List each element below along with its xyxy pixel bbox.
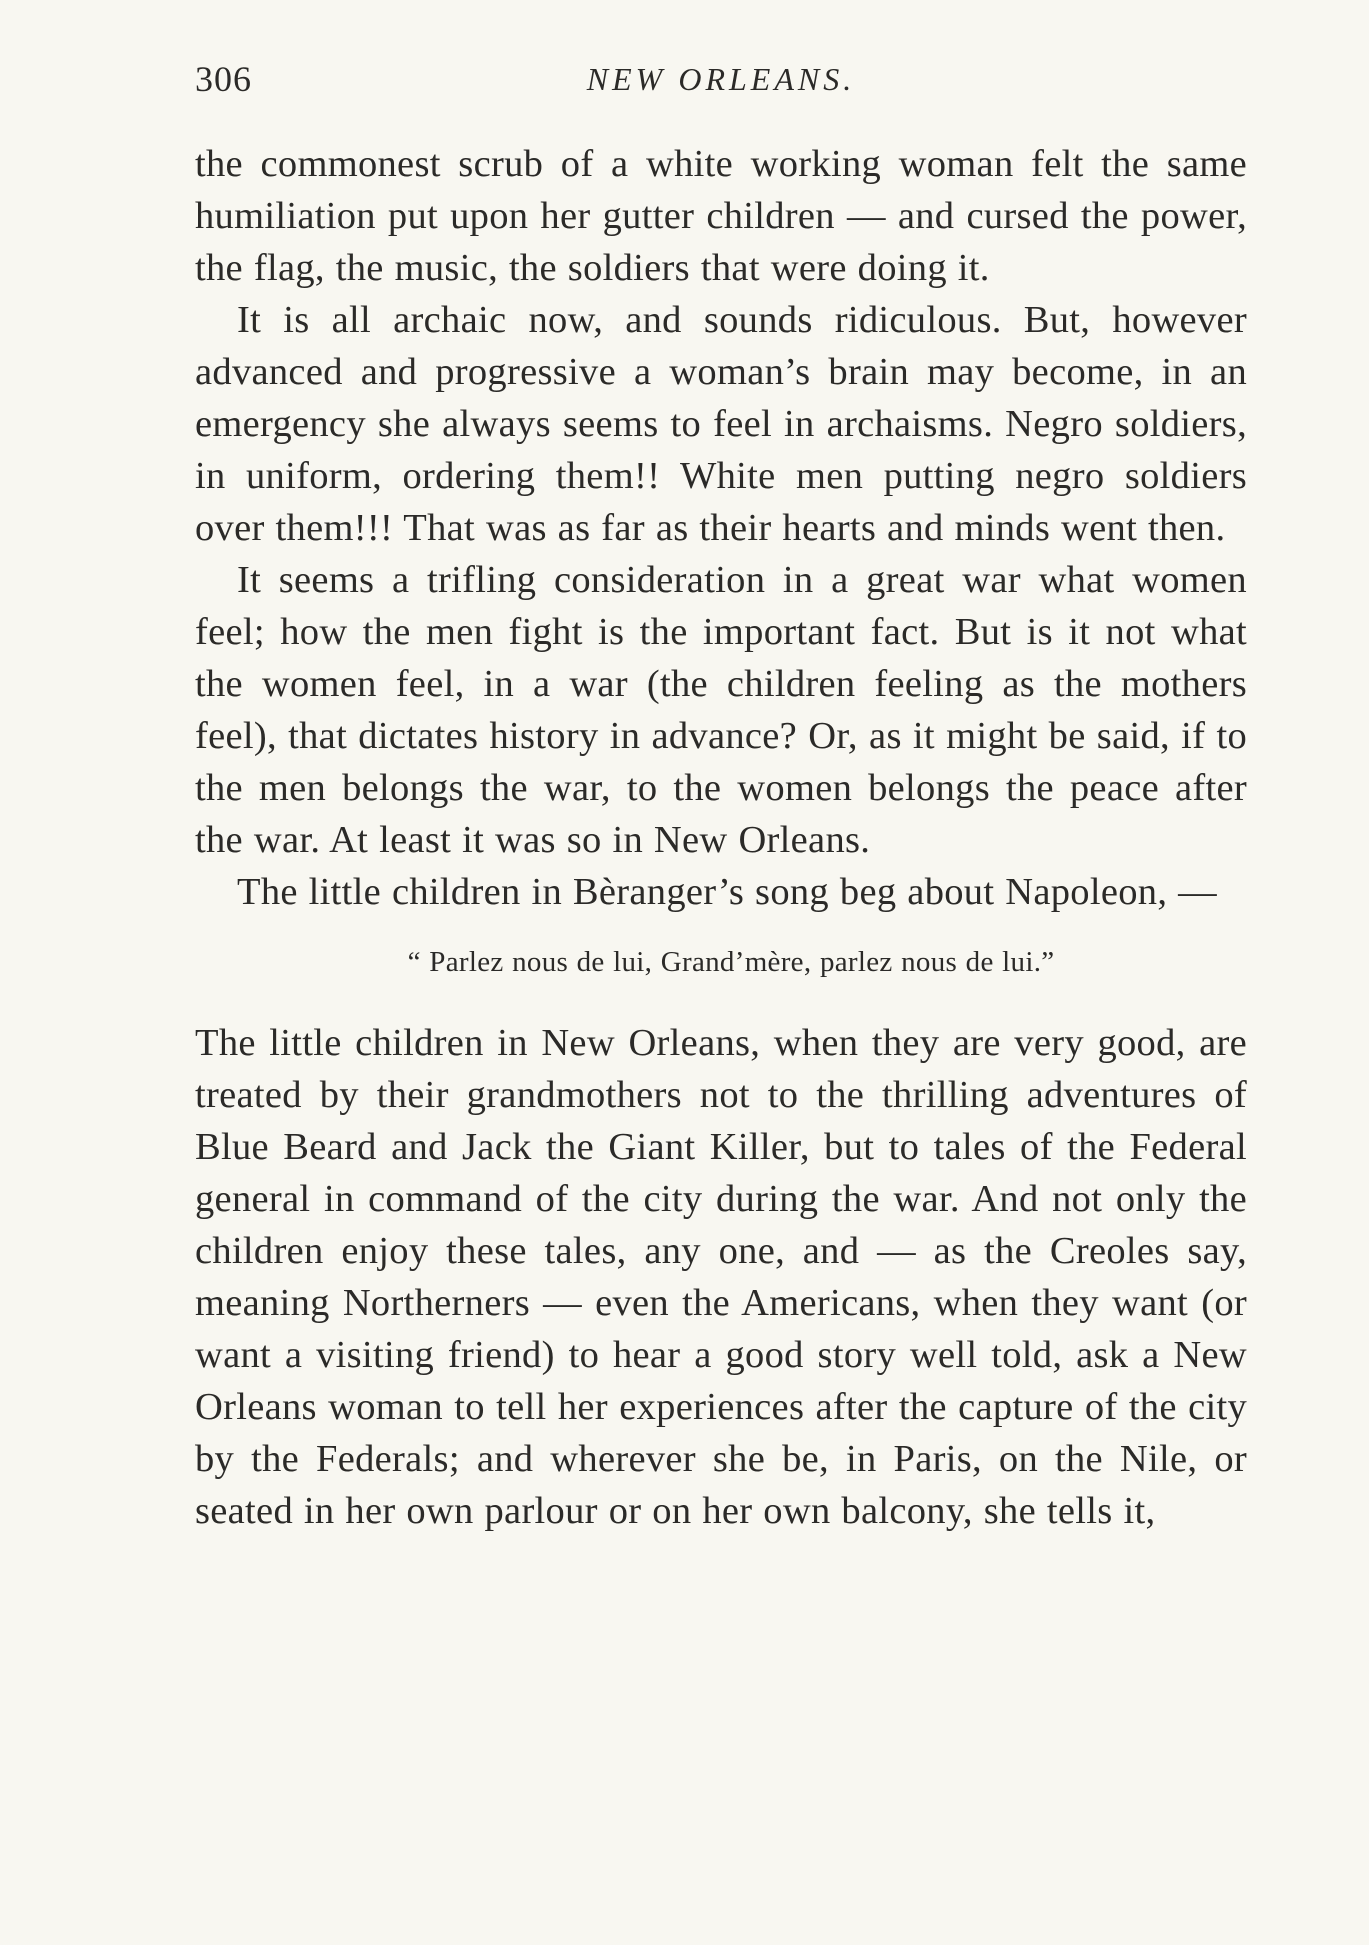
running-title: NEW ORLEANS. [586, 61, 856, 97]
book-page [195, 55, 1247, 1537]
paragraph-women-feel: It seems a trifling consideration in a great war what women feel; how the men fight is the important fact. But is it not what the women feel, in a war (the children feeling as the mothers feel), that dictates history in advance? Or, as it might be said, if to the men belongs the war, to the women belongs the peace after the war. At least it was so in New Orleans. [195, 559, 1247, 861]
block-quote: “ Parlez nous de lui, Grand’mère, parlez nous de lui.” [407, 946, 1055, 978]
paragraph-archaic: It is all archaic now, and sounds ridiculous. But, however advanced and progressive a woman’s brain may become, in an emergency she always seems to feel in archaisms. Negro soldiers, in uniform, ordering them!! White men putting negro soldiers over them!!! That was as far as their hearts and minds went then. [195, 299, 1247, 549]
body-text [195, 138, 1247, 1537]
page-number: 306 [195, 59, 252, 99]
paragraph-beranger: The little children in Bèranger’s song beg about Napoleon, — [237, 871, 1217, 913]
paragraph-continuation: the commonest scrub of a white working woman felt the same humiliation put upon her gutter children — and cursed the power, the flag, the music, the soldiers that were doing it. [195, 143, 1247, 289]
paragraph-grandmothers: The little children in New Orleans, when they are very good, are treated by their grandmothers not to the thrilling adventures of Blue Beard and Jack the Giant Killer, but to tales of the Federal general in command of the city during the war. And not only the children enjoy these tales, any one, and — as the Creoles say, meaning Northerners — even the Americans, when they want (or want a visiting friend) to hear a good story well told, ask a New Orleans woman to tell her experiences after the capture of the city by the Federals; and wherever she be, in Paris, on the Nile, or seated in her own parlour or on her own balcony, she tells it, [195, 1022, 1247, 1532]
page-header [195, 55, 1247, 103]
